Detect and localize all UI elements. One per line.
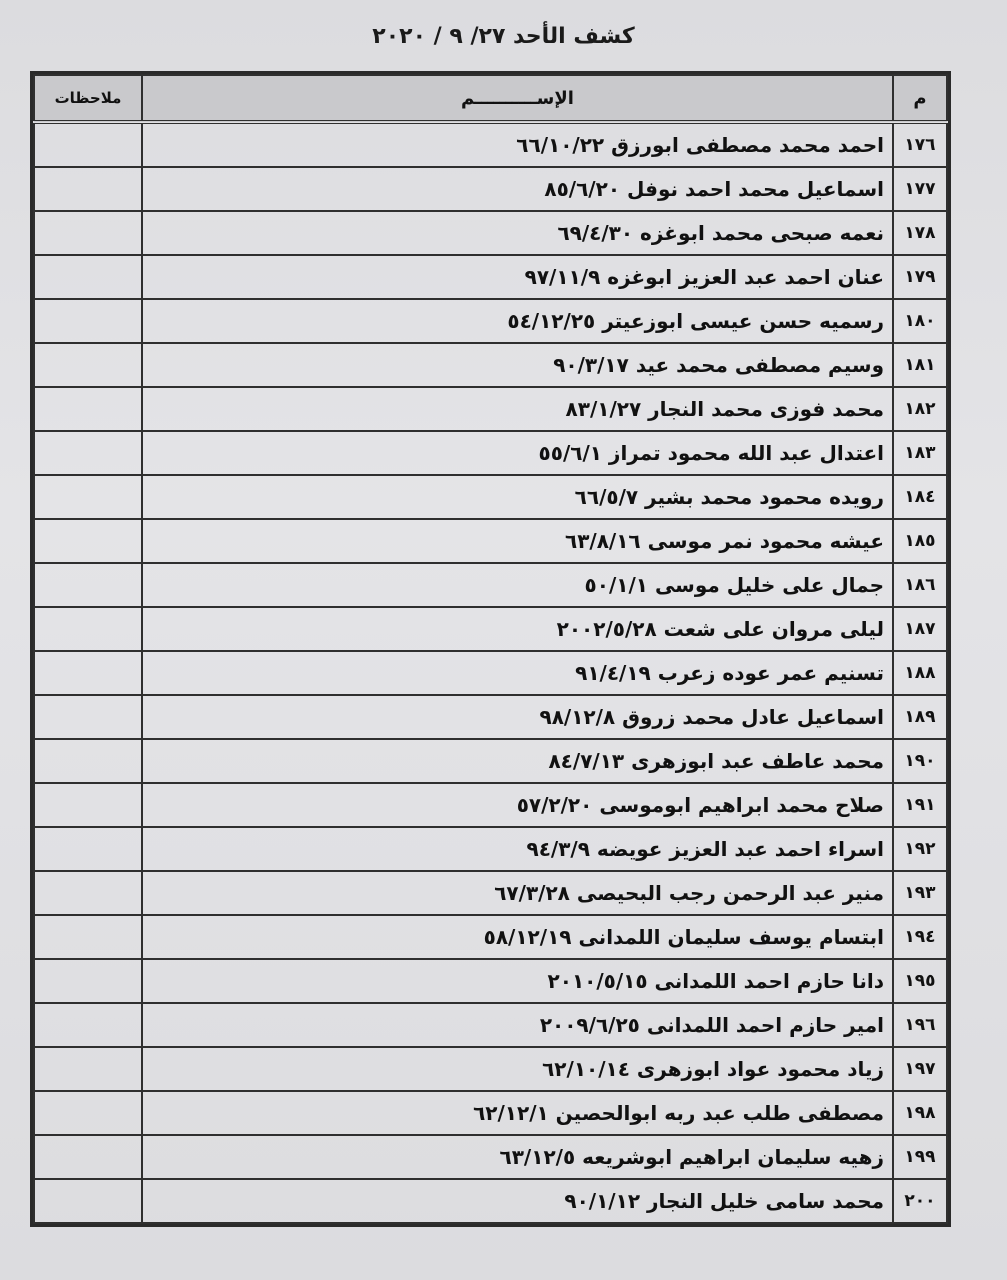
table-row xyxy=(34,739,947,783)
table-row xyxy=(34,299,947,343)
row-number: ١٩٤ xyxy=(893,915,947,959)
row-name: اعتدال عبد الله محمود تمراز ٥٥/٦/١ xyxy=(142,431,893,475)
row-name: ابتسام يوسف سليمان اللمدانى ٥٨/١٢/١٩ xyxy=(142,915,893,959)
row-number: ١٨٠ xyxy=(893,299,947,343)
row-notes xyxy=(34,1003,142,1047)
row-number: ١٨١ xyxy=(893,343,947,387)
table-header-row xyxy=(34,75,947,122)
row-notes xyxy=(34,519,142,563)
table-row xyxy=(34,1179,947,1223)
row-notes xyxy=(34,211,142,255)
row-name: جمال على خليل موسى ٥٠/١/١ xyxy=(142,563,893,607)
row-name: زياد محمود عواد ابوزهرى ٦٢/١٠/١٤ xyxy=(142,1047,893,1091)
row-name: زهيه سليمان ابراهيم ابوشريعه ٦٣/١٢/٥ xyxy=(142,1135,893,1179)
row-number: ١٩٢ xyxy=(893,827,947,871)
row-name: اسراء احمد عبد العزيز عويضه ٩٤/٣/٩ xyxy=(142,827,893,871)
row-name: صلاح محمد ابراهيم ابوموسى ٥٧/٢/٢٠ xyxy=(142,783,893,827)
table-row xyxy=(34,871,947,915)
row-notes xyxy=(34,431,142,475)
row-notes xyxy=(34,695,142,739)
row-name: عنان احمد عبد العزيز ابوغزه ٩٧/١١/٩ xyxy=(142,255,893,299)
row-name: ليلى مروان على شعت ٢٠٠٢/٥/٢٨ xyxy=(142,607,893,651)
row-number: ١٧٦ xyxy=(893,122,947,167)
row-notes xyxy=(34,475,142,519)
row-notes xyxy=(34,343,142,387)
row-notes xyxy=(34,959,142,1003)
row-number: ١٩٠ xyxy=(893,739,947,783)
table-row xyxy=(34,1003,947,1047)
row-notes xyxy=(34,1135,142,1179)
table-row xyxy=(34,1091,947,1135)
row-notes xyxy=(34,167,142,211)
row-notes xyxy=(34,739,142,783)
row-notes xyxy=(34,827,142,871)
row-notes xyxy=(34,783,142,827)
row-notes xyxy=(34,607,142,651)
row-number: ١٩٩ xyxy=(893,1135,947,1179)
row-number: ١٧٩ xyxy=(893,255,947,299)
table-row xyxy=(34,1135,947,1179)
row-number: ١٩٧ xyxy=(893,1047,947,1091)
table-body xyxy=(34,122,947,1223)
table-row xyxy=(34,651,947,695)
row-number: ١٨٨ xyxy=(893,651,947,695)
table-row xyxy=(34,475,947,519)
row-name: مصطفى طلب عبد ربه ابوالحصين ٦٢/١٢/١ xyxy=(142,1091,893,1135)
table-row xyxy=(34,959,947,1003)
row-name: اسماعيل محمد احمد نوفل ٨٥/٦/٢٠ xyxy=(142,167,893,211)
column-header-notes: ملاحظات xyxy=(34,75,142,122)
row-notes xyxy=(34,122,142,167)
table-row xyxy=(34,211,947,255)
row-number: ١٩٦ xyxy=(893,1003,947,1047)
roster-table xyxy=(30,71,951,1227)
table-row xyxy=(34,343,947,387)
row-number: ١٨٣ xyxy=(893,431,947,475)
row-name: احمد محمد مصطفى ابورزق ٦٦/١٠/٢٢ xyxy=(142,122,893,167)
row-name: وسيم مصطفى محمد عيد ٩٠/٣/١٧ xyxy=(142,343,893,387)
row-number: ١٩٥ xyxy=(893,959,947,1003)
row-notes xyxy=(34,1091,142,1135)
roster-grid xyxy=(33,74,948,1224)
table-row xyxy=(34,915,947,959)
row-number: ١٨٧ xyxy=(893,607,947,651)
row-name: محمد سامى خليل النجار ٩٠/١/١٢ xyxy=(142,1179,893,1223)
row-name: نعمه صبحى محمد ابوغزه ٦٩/٤/٣٠ xyxy=(142,211,893,255)
table-row xyxy=(34,563,947,607)
table-row xyxy=(34,783,947,827)
row-notes xyxy=(34,871,142,915)
table-row xyxy=(34,695,947,739)
table-row xyxy=(34,1047,947,1091)
row-name: دانا حازم احمد اللمدانى ٢٠١٠/٥/١٥ xyxy=(142,959,893,1003)
row-number: ١٩٣ xyxy=(893,871,947,915)
row-number: ١٨٤ xyxy=(893,475,947,519)
row-number: ١٩٨ xyxy=(893,1091,947,1135)
row-number: ١٨٢ xyxy=(893,387,947,431)
row-number: ١٨٦ xyxy=(893,563,947,607)
row-notes xyxy=(34,915,142,959)
row-name: عيشه محمود نمر موسى ٦٣/٨/١٦ xyxy=(142,519,893,563)
row-name: امير حازم احمد اللمدانى ٢٠٠٩/٦/٢٥ xyxy=(142,1003,893,1047)
row-number: ١٩١ xyxy=(893,783,947,827)
row-name: محمد عاطف عبد ابوزهرى ٨٤/٧/١٣ xyxy=(142,739,893,783)
table-row xyxy=(34,431,947,475)
column-header-name: الإســــــــــم xyxy=(142,75,893,122)
row-name: محمد فوزى محمد النجار ٨٣/١/٢٧ xyxy=(142,387,893,431)
table-row xyxy=(34,827,947,871)
table-row xyxy=(34,122,947,167)
row-number: ١٧٧ xyxy=(893,167,947,211)
row-number: ١٨٩ xyxy=(893,695,947,739)
page-title: كشف الأحد ٢٧/ ٩ / ٢٠٢٠ xyxy=(372,24,635,49)
table-row xyxy=(34,519,947,563)
table-row xyxy=(34,387,947,431)
row-number: ٢٠٠ xyxy=(893,1179,947,1223)
row-notes xyxy=(34,1179,142,1223)
row-name: تسنيم عمر عوده زعرب ٩١/٤/١٩ xyxy=(142,651,893,695)
row-notes xyxy=(34,651,142,695)
row-notes xyxy=(34,563,142,607)
row-notes xyxy=(34,1047,142,1091)
row-number: ١٨٥ xyxy=(893,519,947,563)
table-row xyxy=(34,255,947,299)
table-row xyxy=(34,607,947,651)
column-header-number: م xyxy=(893,75,947,122)
row-number: ١٧٨ xyxy=(893,211,947,255)
row-notes xyxy=(34,387,142,431)
row-name: رويده محمود محمد بشير ٦٦/٥/٧ xyxy=(142,475,893,519)
table-row xyxy=(34,167,947,211)
row-name: رسميه حسن عيسى ابوزعيتر ٥٤/١٢/٢٥ xyxy=(142,299,893,343)
row-notes xyxy=(34,299,142,343)
row-name: منير عبد الرحمن رجب البحيصى ٦٧/٣/٢٨ xyxy=(142,871,893,915)
row-name: اسماعيل عادل محمد زروق ٩٨/١٢/٨ xyxy=(142,695,893,739)
row-notes xyxy=(34,255,142,299)
